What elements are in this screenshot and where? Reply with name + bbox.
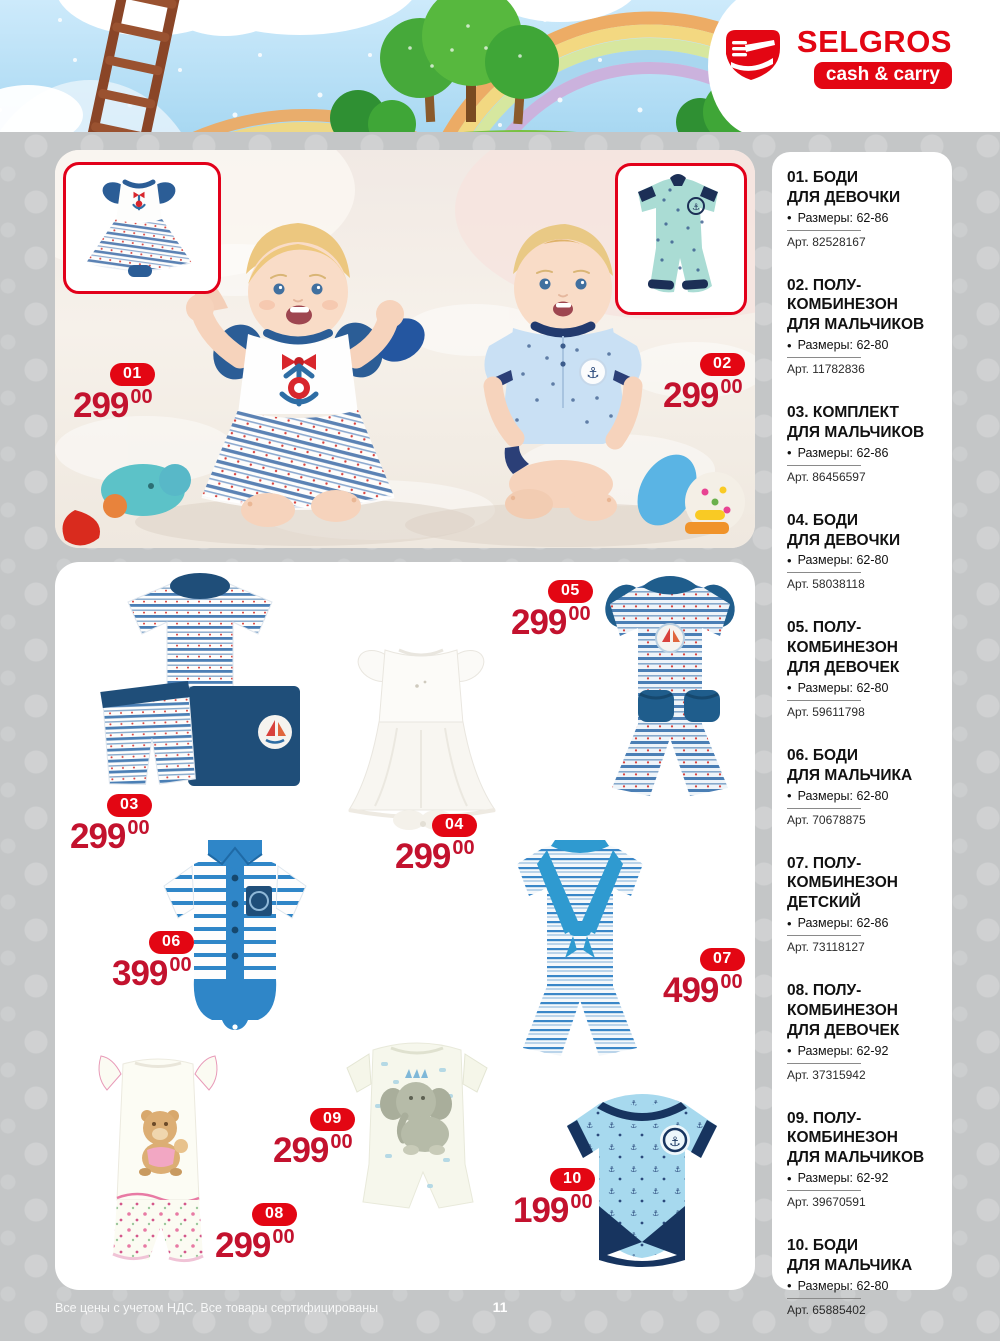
product-sizes: • Размеры: 62-80 xyxy=(787,552,889,568)
selgros-fork-icon xyxy=(719,26,783,84)
product-sizes: • Размеры: 62-80 xyxy=(787,1278,889,1294)
item-price: 299 00 xyxy=(215,1226,295,1266)
divider xyxy=(787,230,861,231)
list-item-03 xyxy=(787,403,940,484)
bullet-icon: • xyxy=(787,680,792,696)
divider xyxy=(787,572,861,573)
bullet-icon: • xyxy=(787,337,792,353)
product-article: Арт. 70678875 xyxy=(787,812,866,827)
bullet-icon: • xyxy=(787,915,792,931)
product-sizes: • Размеры: 62-86 xyxy=(787,445,889,461)
price-group-08 xyxy=(215,1203,297,1266)
bullet-icon: • xyxy=(787,1170,792,1186)
price-group-07 xyxy=(663,948,745,1011)
inset-photo-01 xyxy=(63,162,221,294)
product-name: 05. ПОЛУ- КОМБИНЕЗОН ДЛЯ ДЕВОЧЕК xyxy=(787,619,900,677)
bullet-icon: • xyxy=(787,445,792,461)
item-badge: 02 xyxy=(700,353,745,376)
list-item-07 xyxy=(787,854,940,954)
bullet-icon: • xyxy=(787,788,792,804)
product-article: Арт. 73118127 xyxy=(787,940,865,955)
price-group-06 xyxy=(112,931,194,994)
bullet-icon: • xyxy=(787,210,792,226)
item-badge: 03 xyxy=(107,794,152,817)
item-price: 299 00 xyxy=(395,837,475,877)
product-article: Арт. 86456597 xyxy=(787,469,866,484)
svg-text:⚓: ⚓ xyxy=(586,365,600,382)
item-badge: 06 xyxy=(149,931,194,954)
product-list-sidebar xyxy=(772,152,952,1317)
product-article: Арт. 39670591 xyxy=(787,1195,866,1210)
product-article: Арт. 65885402 xyxy=(787,1302,866,1317)
list-item-05 xyxy=(787,618,940,718)
product-photo-03 xyxy=(70,570,320,815)
svg-text:⚓: ⚓ xyxy=(691,202,701,212)
price-group-05 xyxy=(511,580,593,643)
logo-panel xyxy=(708,0,1000,132)
divider xyxy=(787,465,861,466)
header-banner xyxy=(0,0,1000,132)
product-name: 03. КОМПЛЕКТ ДЛЯ МАЛЬЧИКОВ xyxy=(787,404,925,441)
list-item-09 xyxy=(787,1109,940,1209)
product-name: 02. ПОЛУ- КОМБИНЕЗОН ДЛЯ МАЛЬЧИКОВ xyxy=(787,276,925,334)
divider xyxy=(787,357,861,358)
list-item-08 xyxy=(787,981,940,1081)
inset-photo-02 xyxy=(615,163,747,315)
item-price: 199 00 xyxy=(513,1191,593,1231)
item-badge: 05 xyxy=(548,580,593,603)
product-name: 04. БОДИ ДЛЯ ДЕВОЧКИ xyxy=(787,511,901,549)
item-price: 299 00 xyxy=(70,817,150,857)
price-group-01 xyxy=(73,363,155,426)
item-badge: 08 xyxy=(252,1203,297,1226)
brand-tagline: cash & carry xyxy=(814,62,952,89)
product-photo-05 xyxy=(580,572,755,812)
item-badge: 01 xyxy=(110,363,155,386)
product-sizes: • Размеры: 62-92 xyxy=(787,1043,889,1059)
product-sizes: • Размеры: 62-80 xyxy=(787,788,889,804)
product-article: Арт. 11782836 xyxy=(787,362,865,377)
page-number: 11 xyxy=(492,1299,508,1315)
product-sizes: • Размеры: 62-80 xyxy=(787,680,889,696)
item-price: 299 00 xyxy=(273,1131,353,1171)
bullet-icon: • xyxy=(787,1043,792,1059)
divider xyxy=(787,935,861,936)
item-badge: 04 xyxy=(432,814,477,837)
price-group-09 xyxy=(273,1108,355,1171)
products-panel xyxy=(55,562,755,1290)
product-name: 01. БОДИ ДЛЯ ДЕВОЧКИ xyxy=(787,169,901,206)
price-group-03 xyxy=(70,794,152,857)
item-price: 399 00 xyxy=(112,954,192,994)
price-group-04 xyxy=(395,814,477,877)
price-group-02 xyxy=(663,353,745,416)
list-item-02 xyxy=(787,276,940,376)
bullet-icon: • xyxy=(787,1278,792,1294)
item-badge: 09 xyxy=(310,1108,355,1131)
list-item-01 xyxy=(787,168,940,249)
product-sizes: • Размеры: 62-86 xyxy=(787,210,889,226)
item-badge: 07 xyxy=(700,948,745,971)
product-sizes: • Размеры: 62-80 xyxy=(787,337,889,353)
divider xyxy=(787,808,861,809)
product-article: Арт. 59611798 xyxy=(787,704,865,719)
product-name: 06. БОДИ ДЛЯ МАЛЬЧИКА xyxy=(787,746,913,784)
item-price: 299 00 xyxy=(663,376,743,416)
item-price: 299 00 xyxy=(73,386,153,426)
price-group-10 xyxy=(513,1168,595,1231)
footer-disclaimer: Все цены с учетом НДС. Все товары сертифицированы xyxy=(55,1301,379,1315)
product-sizes: • Размеры: 62-86 xyxy=(787,915,889,931)
product-name: 07. ПОЛУ- КОМБИНЕЗОН ДЕТСКИЙ xyxy=(787,854,898,912)
item-badge: 10 xyxy=(550,1168,595,1191)
divider xyxy=(787,1063,861,1064)
brand-name: SELGROS xyxy=(796,24,952,59)
svg-text:⚓: ⚓ xyxy=(669,1134,681,1149)
product-sizes: • Размеры: 62-92 xyxy=(787,1170,889,1186)
list-item-04 xyxy=(787,511,940,592)
item-price: 299 00 xyxy=(511,603,591,643)
divider xyxy=(787,700,861,701)
product-name: 08. ПОЛУ- КОМБИНЕЗОН ДЛЯ ДЕВОЧЕК xyxy=(787,982,900,1039)
bullet-icon: • xyxy=(787,552,792,568)
product-name: 10. БОДИ ДЛЯ МАЛЬЧИКА xyxy=(787,1237,913,1274)
product-article: Арт. 37315942 xyxy=(787,1067,866,1082)
product-name: 09. ПОЛУ- КОМБИНЕЗОН ДЛЯ МАЛЬЧИКОВ xyxy=(787,1109,925,1167)
list-item-06 xyxy=(787,746,940,827)
hero-photo-panel xyxy=(55,150,755,548)
divider xyxy=(787,1190,861,1191)
product-article: Арт. 82528167 xyxy=(787,234,866,249)
item-price: 499 00 xyxy=(663,971,743,1011)
product-photo-07 xyxy=(485,830,675,1070)
product-article: Арт. 58038118 xyxy=(787,577,865,592)
